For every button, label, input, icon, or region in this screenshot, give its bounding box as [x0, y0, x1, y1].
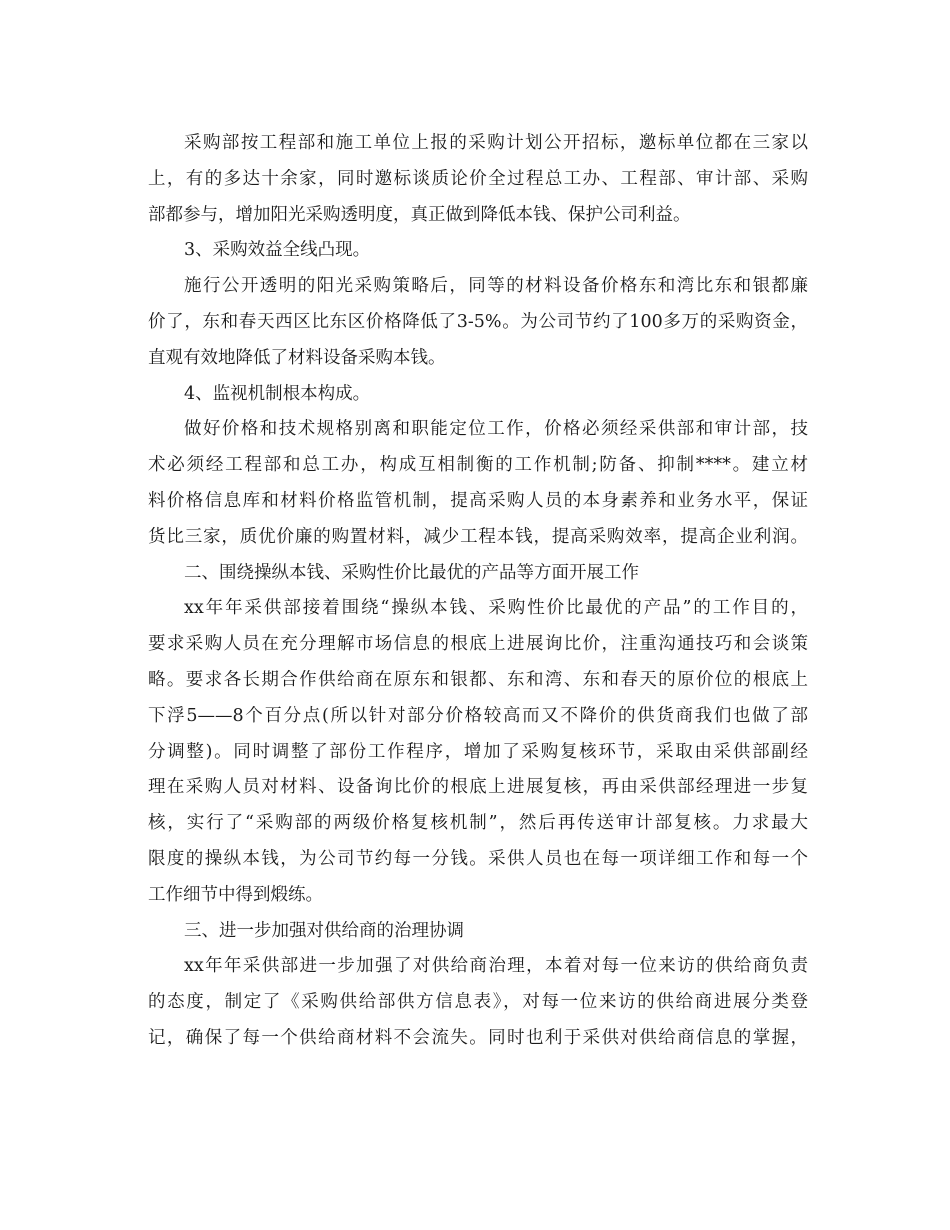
text-line: 工作细节中得到煅练。: [148, 884, 323, 905]
text-line: 的态度，制定了《采购供给部供方信息表》，对每一位来访的供给商进展分类登: [148, 992, 808, 1013]
text-line: 记，确保了每一个供给商材料不会流失。同时也利于采供对供给商信息的掌握，: [148, 1027, 808, 1048]
text-line: 要求采购人员在充分理解市场信息的根底上进展询比价，注重沟通技巧和会谈策: [148, 634, 808, 655]
text-line: 三、进一步加强对供给商的治理协调: [184, 920, 464, 941]
text-line: 限度的操纵本钱，为公司节约每一分钱。采供人员也在每一项详细工作和每一个: [148, 848, 808, 869]
text-line: 部都参与，增加阳光采购透明度，真正做到降低本钱、保护公司利益。: [148, 204, 691, 225]
text-line: 做好价格和技术规格别离和职能定位工作，价格必须经采供部和审计部，技: [184, 419, 808, 440]
text-line: 价了，东和春天西区比东区价格降低了3-5%。为公司节约了100多万的采购资金，: [148, 311, 808, 332]
text-line: xx年年采供部接着围绕“操纵本钱、采购性价比最优的产品”的工作目的，: [184, 598, 808, 619]
text-line: 料价格信息库和材料价格监管机制，提高采购人员的本身素养和业务水平，保证: [148, 490, 808, 511]
text-line: 直观有效地降低了材料设备采购本钱。: [148, 347, 446, 368]
text-line: 3、采购效益全线凸现。: [184, 240, 371, 261]
text-line: 采购部按工程部和施工单位上报的采购计划公开招标，邀标单位都在三家以: [184, 133, 808, 153]
text-line: 核，实行了“采购部的两级价格复核机制”，然后再传送审计部复核。力求最大: [148, 813, 808, 834]
text-line: xx年年采供部进一步加强了对供给商治理，本着对每一位来访的供给商负责: [184, 956, 808, 977]
text-line: 上，有的多达十余家，同时邀标谈质论价全过程总工办、工程部、审计部、采购: [148, 168, 808, 189]
text-line: 略。要求各长期合作供给商在原东和银都、东和湾、东和春天的原价位的根底上: [148, 669, 808, 690]
document-body: [148, 126, 808, 1057]
text-line: 施行公开透明的阳光采购策略后，同等的材料设备价格东和湾比东和银都廉: [184, 276, 808, 297]
text-line: 理在采购人员对材料、设备询比价的根底上进展复核，再由采供部经理进一步复: [148, 777, 808, 798]
text-line: 下浮5——8个百分点(所以针对部分价格较高而又不降价的供货商我们也做了部: [148, 705, 808, 726]
text-line: 货比三家，质优价廉的购置材料，减少工程本钱，提高采购效率，提高企业利润。: [148, 526, 808, 547]
text-line: 4、监视机制根本构成。: [184, 383, 371, 404]
text-line: 术必须经工程部和总工办，构成互相制衡的工作机制;防备、抑制****。建立材: [148, 455, 808, 476]
text-line: 分调整)。同时调整了部份工作程序，增加了采购复核环节，采取由采供部副经: [148, 741, 808, 762]
text-line: 二、围绕操纵本钱、采购性价比最优的产品等方面开展工作: [184, 562, 639, 583]
